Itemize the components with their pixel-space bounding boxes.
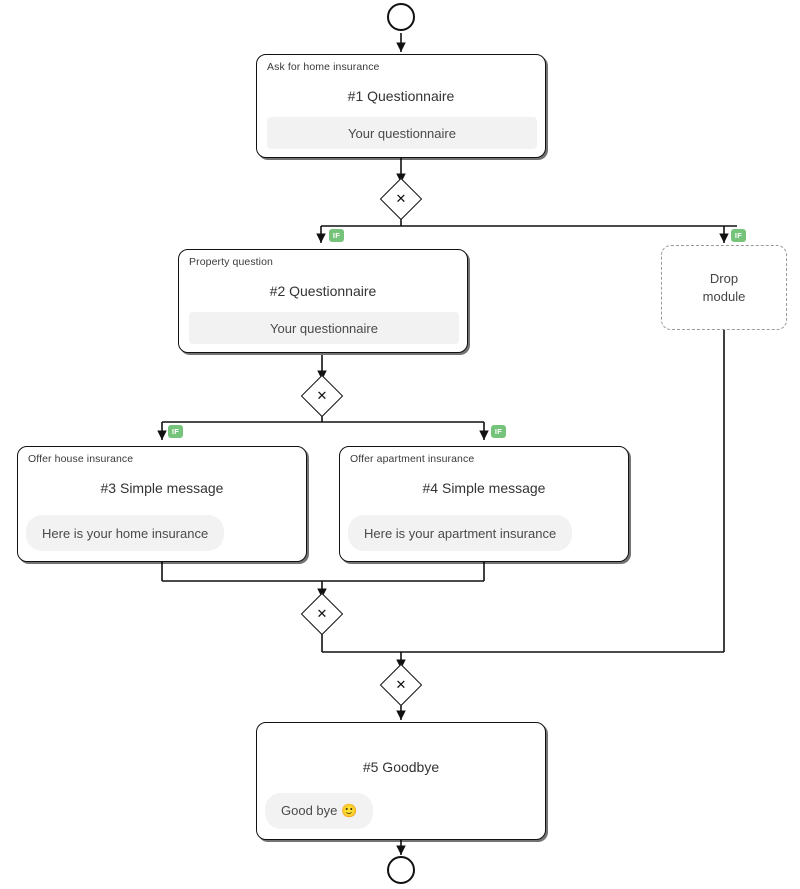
drop-module-line2: module — [702, 288, 746, 304]
gateway-4-symbol: ✕ — [395, 677, 407, 692]
module-card-4-title: Offer apartment insurance — [350, 453, 475, 465]
gateway-3-symbol: ✕ — [316, 606, 328, 621]
drop-module-placeholder[interactable] — [661, 245, 787, 330]
module-card-1-heading: #1 Questionnaire — [347, 88, 455, 104]
drop-module-label — [703, 270, 746, 305]
gateway-4[interactable] — [386, 670, 416, 700]
module-card-2-heading: #2 Questionnaire — [269, 283, 377, 299]
module-card-3-title: Offer house insurance — [28, 453, 134, 465]
end-node[interactable] — [387, 856, 415, 884]
module-card-1[interactable] — [256, 54, 546, 158]
gateway-1-symbol: ✕ — [395, 191, 407, 206]
gateway-2[interactable] — [307, 381, 337, 411]
branch-badge-if-2[interactable]: IF — [731, 229, 746, 242]
module-card-2[interactable] — [178, 249, 468, 353]
gateway-3[interactable] — [307, 599, 337, 629]
gateway-1[interactable] — [386, 184, 416, 214]
start-node[interactable] — [387, 3, 415, 31]
module-card-5-heading: #5 Goodbye — [362, 759, 440, 775]
module-card-5-body: Good bye 🙂 — [265, 793, 373, 829]
module-card-4-heading: #4 Simple message — [422, 480, 546, 496]
module-card-4-body: Here is your apartment insurance — [348, 515, 572, 551]
branch-badge-if-4[interactable]: IF — [491, 425, 506, 438]
drop-module-line1: Drop — [709, 270, 739, 286]
module-card-3-heading: #3 Simple message — [100, 480, 224, 496]
module-card-5[interactable] — [256, 722, 546, 840]
module-card-3[interactable] — [17, 446, 307, 562]
module-card-2-body: Your questionnaire — [189, 312, 459, 344]
gateway-2-symbol: ✕ — [316, 388, 328, 403]
module-card-3-body: Here is your home insurance — [26, 515, 224, 551]
module-card-1-body: Your questionnaire — [267, 117, 537, 149]
branch-badge-if-1[interactable]: IF — [329, 229, 344, 242]
module-card-1-title: Ask for home insurance — [267, 61, 380, 73]
module-card-4[interactable] — [339, 446, 629, 562]
module-card-2-title: Property question — [189, 256, 273, 268]
branch-badge-if-3[interactable]: IF — [168, 425, 183, 438]
